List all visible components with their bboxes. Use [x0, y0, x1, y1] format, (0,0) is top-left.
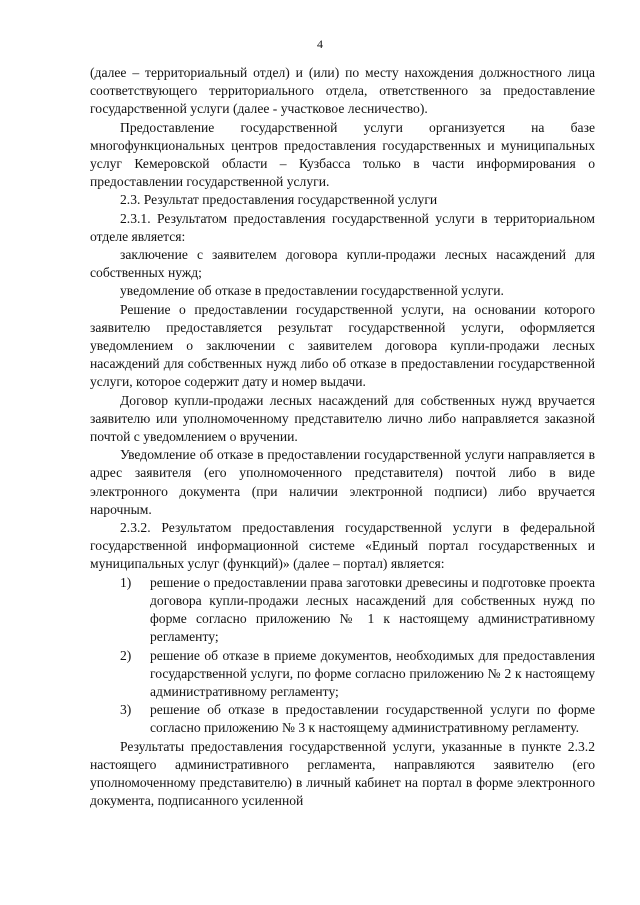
paragraph: Уведомление об отказе в предоставлении государственной услуги направляется в адрес заявителя (его уполномоченного представителя) почтой либо в виде электронного документа (при наличии электронной подписи) либо вручается нарочным. [90, 447, 595, 517]
paragraph: 2.3.2. Результатом предоставления государственной услуги в федеральной государственной информационной системе «Единый портал государственных и муниципальных услуг (функций)» (далее – портал) является: [90, 520, 595, 572]
list-item [90, 647, 595, 702]
paragraph: заключение с заявителем договора купли-продажи лесных насаждений для собственных нужд; [90, 247, 595, 281]
list-item-text: решение о предоставлении права заготовки древесины и подготовке проекта договора купли-продажи лесных насаждений для собственных нужд по форме согласно приложению № 1 к настоящему административному регламенту; [150, 574, 595, 645]
paragraph: (далее – территориальный отдел) и (или) по месту нахождения должностного лица соответствующего территориального отдела, ответственного за предоставление государственной услуги (далее - участковое лесничество). [90, 65, 595, 117]
paragraph: Решение о предоставлении государственной услуги, на основании которого заявителю предоставляется результат государственной услуги, оформляется уведомлением о заключении с заявителем договора купли-продажи лесных насаждений для собственных нужд либо об отказе в предоставлении государственной услуги, которое содержит дату и номер выдачи. [90, 301, 595, 390]
paragraph: Договор купли-продажи лесных насаждений для собственных нужд вручается заявителю или уполномоченному представителю лично либо направляется заказной почтой с уведомлением о вручении. [90, 392, 595, 445]
paragraph: Результаты предоставления государственной услуги, указанные в пункте 2.3.2 настоящего административного регламента, направляются заявителю (его уполномоченному представителю) в личный кабинет на портал в форме электронного документа, подписанного усиленной [90, 738, 595, 809]
list-item-text: решение об отказе в приеме документов, необходимых для предоставления государственной услуги, по форме согласно приложению № 2 к настоящему административному регламенту; [150, 647, 595, 699]
paragraph: уведомление об отказе в предоставлении государственной услуги. [120, 283, 504, 299]
paragraph: Предоставление государственной услуги организуется на базе многофункциональных центров предоставления государственных и муниципальных услуг Кемеровской области – Кузбасса только в части информирования о предоставлении государственной услуги. [90, 119, 595, 190]
list-item [90, 701, 595, 737]
page-number: 4 [317, 37, 323, 51]
section-heading: 2.3. Результат предоставления государственной услуги [120, 192, 438, 208]
list-item-text: решение об отказе в предоставлении государственной услуги по форме согласно приложению № 3 к настоящему административному регламенту. [150, 702, 595, 736]
list-item-number: 2) [120, 647, 132, 663]
list-item [90, 574, 595, 647]
list-item-number: 3) [120, 702, 132, 718]
document-body [90, 64, 595, 810]
paragraph: 2.3.1. Результатом предоставления государственной услуги в территориальном отделе является: [90, 210, 595, 244]
list-item-number: 1) [120, 574, 132, 590]
